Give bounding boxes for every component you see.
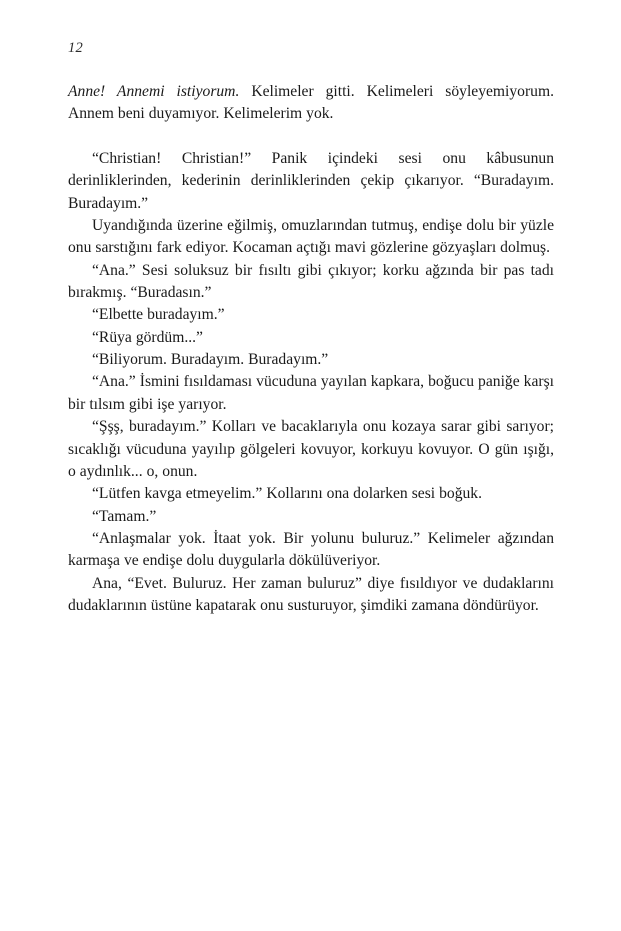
paragraph-text: “Biliyorum. Buradayım. Buradayım.” [92, 351, 329, 369]
paragraph-text: “Lütfen kavga etmeyelim.” Kollarını ona dolarken sesi boğuk. [92, 485, 482, 503]
page-number: 12 [68, 40, 83, 56]
paragraph-text: “Elbette buradayım.” [92, 306, 225, 324]
paragraph [68, 416, 554, 483]
paragraph [68, 573, 554, 618]
paragraph-text: Kelimeler gitti. Kelimeleri söyleyemiyorum. Annem beni duyamıyor. Kelimelerim yok. [68, 83, 554, 123]
paragraph-text: “Şşş, buradayım.” Kolları ve bacaklarıyla onu kozaya sarar gibi sarıyor; sıcaklığı vücuduna yayılıp gölgeleri kovuyor, korkuyu kovuyor. O gün ışığı, o aydınlık... o, onun. [68, 418, 554, 480]
paragraph [68, 304, 554, 326]
paragraph [68, 327, 554, 349]
paragraph-text: “Rüya gördüm...” [92, 328, 203, 346]
paragraph [68, 506, 554, 528]
paragraph [68, 483, 554, 505]
paragraph-text: “Ana.” İsmini fısıldaması vücuduna yayılan kapkara, boğucu paniğe karşı bir tılsım gibi işe yarıyor. [68, 373, 554, 413]
paragraph [68, 528, 554, 573]
paragraph-text: Uyandığında üzerine eğilmiş, omuzlarından tutmuş, endişe dolu bir yüzle onu sarstığını fark ediyor. Kocaman açtığı mavi gözlerine gözyaşları dolmuş. [68, 217, 554, 257]
italic-lead: Anne! Annemi istiyorum. [68, 83, 240, 100]
paragraph [68, 349, 554, 371]
paragraph-text: “Christian! Christian!” Panik içindeki sesi onu kâbusunun derinliklerinden, kederinin derinliklerinden çekip çıkarıyor. “Buradayım. Buradayım.” [68, 150, 554, 212]
text-block [68, 81, 554, 617]
paragraph [68, 215, 554, 260]
paragraph [68, 260, 554, 305]
paragraph [68, 148, 554, 215]
paragraph-text: “Anlaşmalar yok. İtaat yok. Bir yolunu buluruz.” Kelimeler ağzından karmaşa ve endişe dolu duygularla dökülüveriyor. [68, 529, 554, 570]
paragraph-text: Ana, “Evet. Buluruz. Her zaman buluruz” diye fısıldıyor ve dudaklarını dudaklarının üstüne kapatarak onu susturuyor, şimdiki zamana döndürüyor. [68, 574, 554, 614]
paragraph-text: “Ana.” Sesi soluksuz bir fısıltı gibi çıkıyor; korku ağzında bir pas tadı bırakmış. “Buradasın.” [68, 261, 554, 302]
paragraph [68, 371, 554, 416]
paragraph [68, 81, 554, 126]
paragraph-text: “Tamam.” [92, 507, 157, 525]
